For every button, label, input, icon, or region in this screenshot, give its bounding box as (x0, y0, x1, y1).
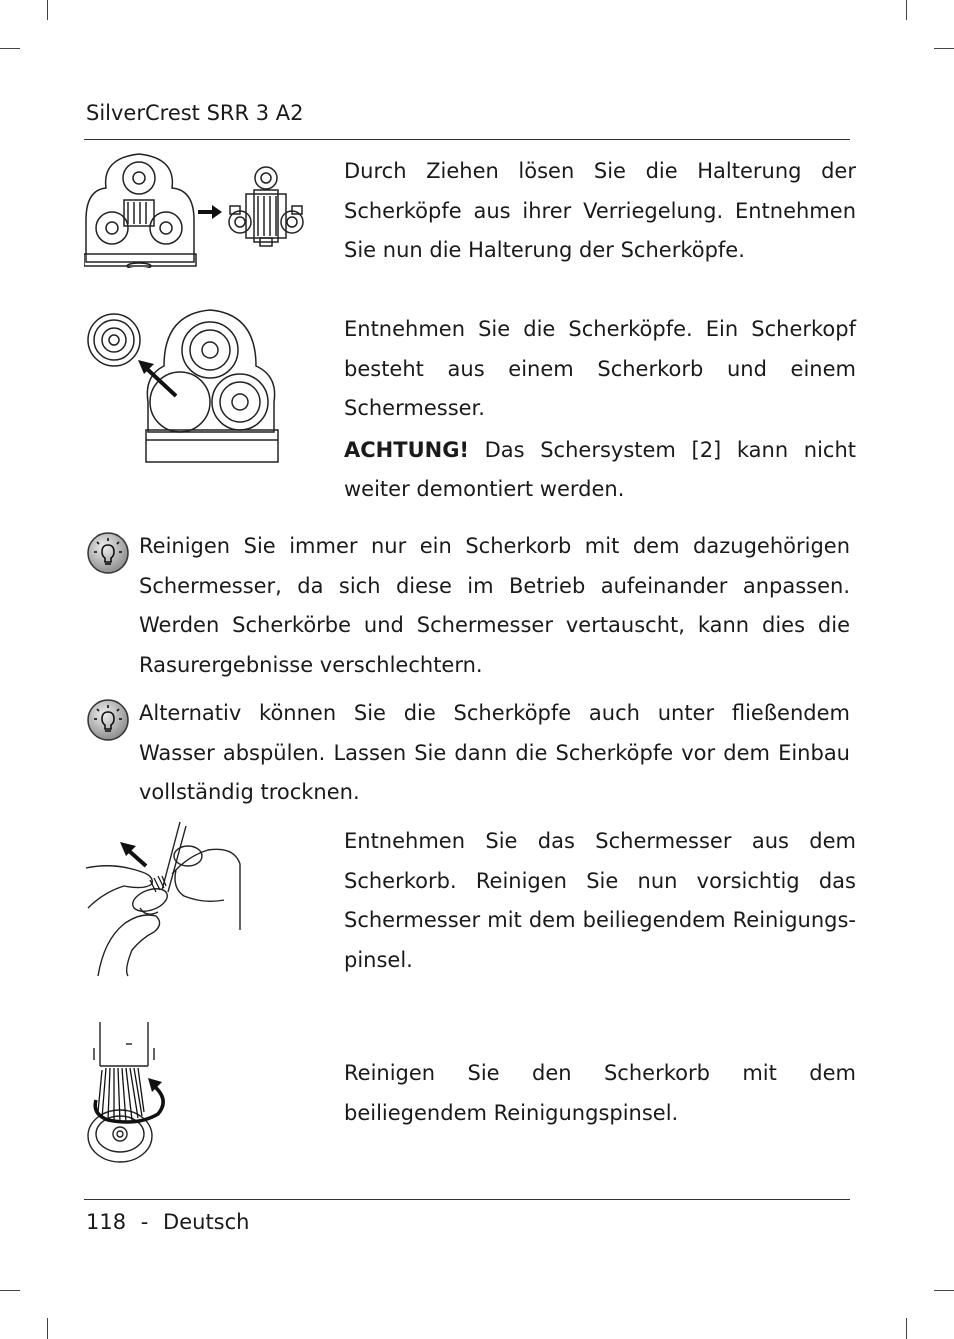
crop-mark (906, 1318, 907, 1339)
warning-text: Das Schersystem [2] kann nicht weiter demontiert werden. (344, 437, 856, 501)
crop-mark (934, 1290, 954, 1291)
crop-mark (934, 48, 954, 49)
header-rule (84, 139, 850, 140)
crop-mark (47, 1318, 48, 1339)
paragraph: Entnehmen Sie das Schermesser aus dem Scherkorb. Reinigen Sie nun vorsichtig das Schermesser mit dem beiliegendem Reinigungs-pinsel. (344, 829, 856, 972)
crop-mark (47, 0, 48, 20)
lightbulb-icon (86, 698, 130, 742)
page-number: 118 (86, 1210, 127, 1234)
tip-text (139, 694, 850, 813)
lightbulb-icon (86, 531, 130, 575)
figure-remove-heads (84, 306, 280, 466)
section-text (344, 1054, 856, 1133)
crop-mark (906, 0, 907, 20)
paragraph: Durch Ziehen lösen Sie die Halterung der Scherköpfe aus ihrer Verriegelung. Entnehmen Sie nun die Halterung der Scherköpfe. (344, 159, 856, 262)
figure-clean-cage (84, 1018, 174, 1166)
footer-rule (84, 1199, 850, 1200)
section-text (344, 310, 856, 510)
page-footer (86, 1207, 249, 1237)
warning-label: ACHTUNG! (344, 437, 470, 462)
paragraph: Reinigen Sie den Scherkorb mit dem beiliegendem Reinigungspinsel. (344, 1061, 856, 1125)
crop-mark (0, 48, 20, 49)
footer-separator: - (140, 1210, 149, 1234)
paragraph: Reinigen Sie immer nur ein Scherkorb mit dem dazugehörigen Schermesser, da sich diese im Betrieb aufeinander anpassen. Werden Scherkörbe und Schermesser vertauscht, kann dies die Rasurergebnisse verschlechtern. (139, 534, 850, 677)
section-text (344, 152, 856, 271)
crop-mark (0, 1290, 20, 1291)
page-header: SilverCrest SRR 3 A2 (86, 101, 304, 125)
tip-text (139, 527, 850, 685)
figure-clean-cutter (84, 820, 244, 980)
paragraph: Alternativ können Sie die Scherköpfe auch unter fließendem Wasser abspülen. Lassen Sie dann die Scherköpfe vor dem Einbau vollständig trocknen. (139, 701, 850, 804)
section-text (344, 822, 856, 980)
footer-language: Deutsch (163, 1210, 250, 1234)
warning-paragraph (344, 431, 856, 510)
paragraph: Entnehmen Sie die Scherköpfe. Ein Scherkopf besteht aus einem Scherkorb und einem Schermesser. (344, 317, 856, 420)
figure-remove-holder (84, 150, 314, 268)
